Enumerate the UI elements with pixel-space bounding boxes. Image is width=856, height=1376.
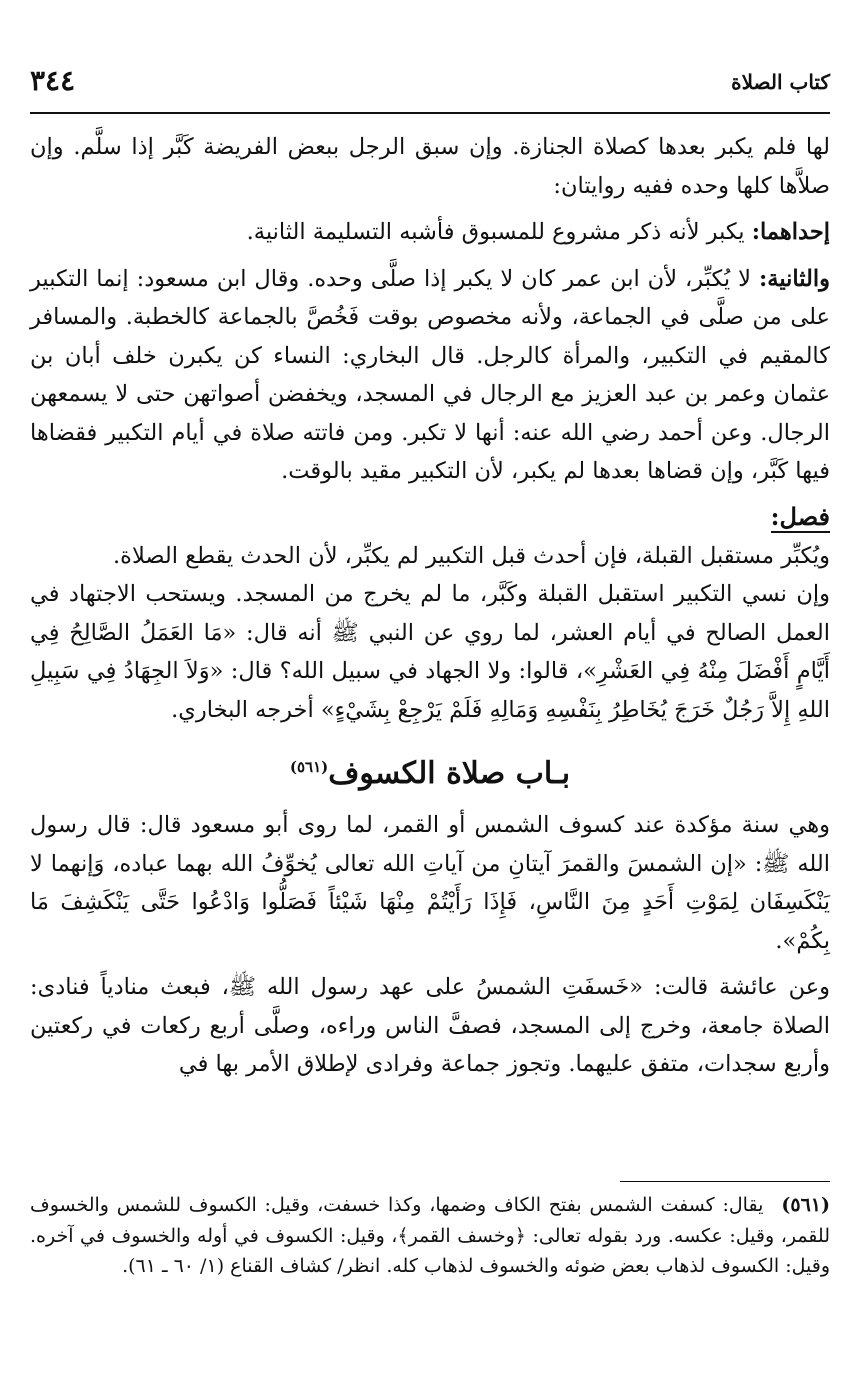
- footnote-text: يقال: كسفت الشمس بفتح الكاف وضمها، وكذا خسفت، وقيل: الكسوف للشمس والخسوف للقمر، وقيل: عكسه. ورد بقوله تعالى: ﴿وخسف القمر﴾، وقيل: الكسوف في أوله والخسوف في آخره. وقيل: الكسوف لذهاب بعض ضوئه والخسوف لذهاب كله. انظر/ كشاف القناع (١/ ٦٠ ـ ٦١).: [30, 1194, 830, 1277]
- section-heading: [30, 497, 830, 537]
- paragraph: لها فلم يكبر بعدها كصلاة الجنازة. وإن سبق الرجل ببعض الفريضة كَبَّر إذا سلَّم. وإن صلاَّها كلها وحده ففيه روايتان:: [30, 134, 830, 199]
- spacer: [30, 960, 830, 968]
- footnote: [30, 1190, 830, 1282]
- main-text: [30, 128, 830, 1084]
- paragraph: وعن عائشة قالت: «خَسفَتِ الشمسُ على عهد رسول الله ﷺ، فبعث منادياً فنادى: الصلاة جامعة، وخرج إلى المسجد، فصفَّ الناس وراءه، وصلَّى أربع ركعات في ركعتين وأربع سجدات، متفق عليهما. وتجوز جماعة وفرادى لإطلاق الأمر بها في: [30, 974, 830, 1077]
- spacer: [30, 205, 830, 213]
- spacer: [30, 252, 830, 260]
- paragraph: [30, 213, 830, 252]
- paragraph-text: يكبر لأنه ذكر مشروع للمسبوق فأشبه التسليمة الثانية.: [246, 219, 745, 245]
- paragraph: [30, 260, 830, 491]
- book-page: [30, 0, 830, 1376]
- footnote-paragraph: [30, 1190, 830, 1282]
- footnote-reference: (٥٦١): [289, 758, 329, 776]
- paragraph: ويُكبِّر مستقبل القبلة، فإن أحدث قبل التكبير لم يكبِّر، لأن الحدث يقطع الصلاة.: [113, 542, 830, 569]
- footnote-rule: [620, 1181, 830, 1182]
- page-number: ٣٤٤: [30, 64, 76, 97]
- running-header: [30, 64, 830, 104]
- chapter-title: [30, 745, 830, 796]
- paragraph-text: لا يُكبِّر، لأن ابن عمر كان لا يكبر إذا صلَّى وحده. وقال ابن مسعود: إنما التكبير على من صلَّى في الجماعة، ولأنه مخصوص بوقت فَخُصَّ بالجماعة كالخطبة. والمسافر كالمقيم في التكبير، والمرأة كالرجل. قال البخاري: النساء كن يكبرن خلف أبان بن عثمان وعمر بن عبد العزيز مع الرجال في المسجد، ويخفضن أصواتهن حتى لا يسمعهن الرجال. وعن أحمد رضي الله عنه: أنها لا تكبر. ومن فاتته صلاة في أيام التكبير فقضاها فيها كَبَّر، وإن قضاها بعدها لم يكبر، لأن التكبير مقيد بالوقت.: [30, 265, 830, 484]
- chapter-title-text: بـاب صلاة الكسوف: [328, 756, 571, 791]
- lead-word-second: والثانية:: [758, 265, 831, 292]
- paragraph: وهي سنة مؤكدة عند كسوف الشمس أو القمر، لما روى أبو مسعود قال: قال رسول الله ﷺ: «إن الشمسَ والقمرَ آيتانِ من آياتِ الله تعالى يُخوِّفُ الله بهما عباده، وَإنهما لا يَنْكَسِفَان لِمَوْتِ أَحَدٍ مِنَ النَّاسِ، فَإِذَا رَأَيْتُمْ مِنْهَا شَيْئاً فَصَلُّوا وَادْعُوا حَتَّى يَنْكَشِفَ مَا بِكُمْ».: [30, 812, 830, 954]
- running-title: كتاب الصلاة: [731, 70, 830, 94]
- paragraph: وإن نسي التكبير استقبل القبلة وكَبَّر، ما لم يخرج من المسجد. ويستحب الاجتهاد في العمل الصالح في أيام العشر، لما روي عن النبي ﷺ أنه قال: «مَا العَمَلُ الصَّالِحُ فِي أَيَّامٍ أَفْضَلَ مِنْهُ فِي العَشْرِ»، قالوا: ولا الجهاد في سبيل الله؟ قال: «وَلاَ الجِهَادُ فِي سَبِيلِ اللهِ إِلاَّ رَجُلٌ خَرَجَ يُخَاطِرُ بِنَفْسِهِ وَمَالِهِ فَلَمْ يَرْجِعْ بِشَيْءٍ» أخرجه البخاري.: [30, 581, 830, 723]
- header-rule: [30, 112, 830, 114]
- section-heading-text: فصل:: [770, 501, 830, 531]
- footnote-number: (٥٦١): [781, 1194, 830, 1216]
- lead-word-first: إحداهما:: [751, 219, 830, 245]
